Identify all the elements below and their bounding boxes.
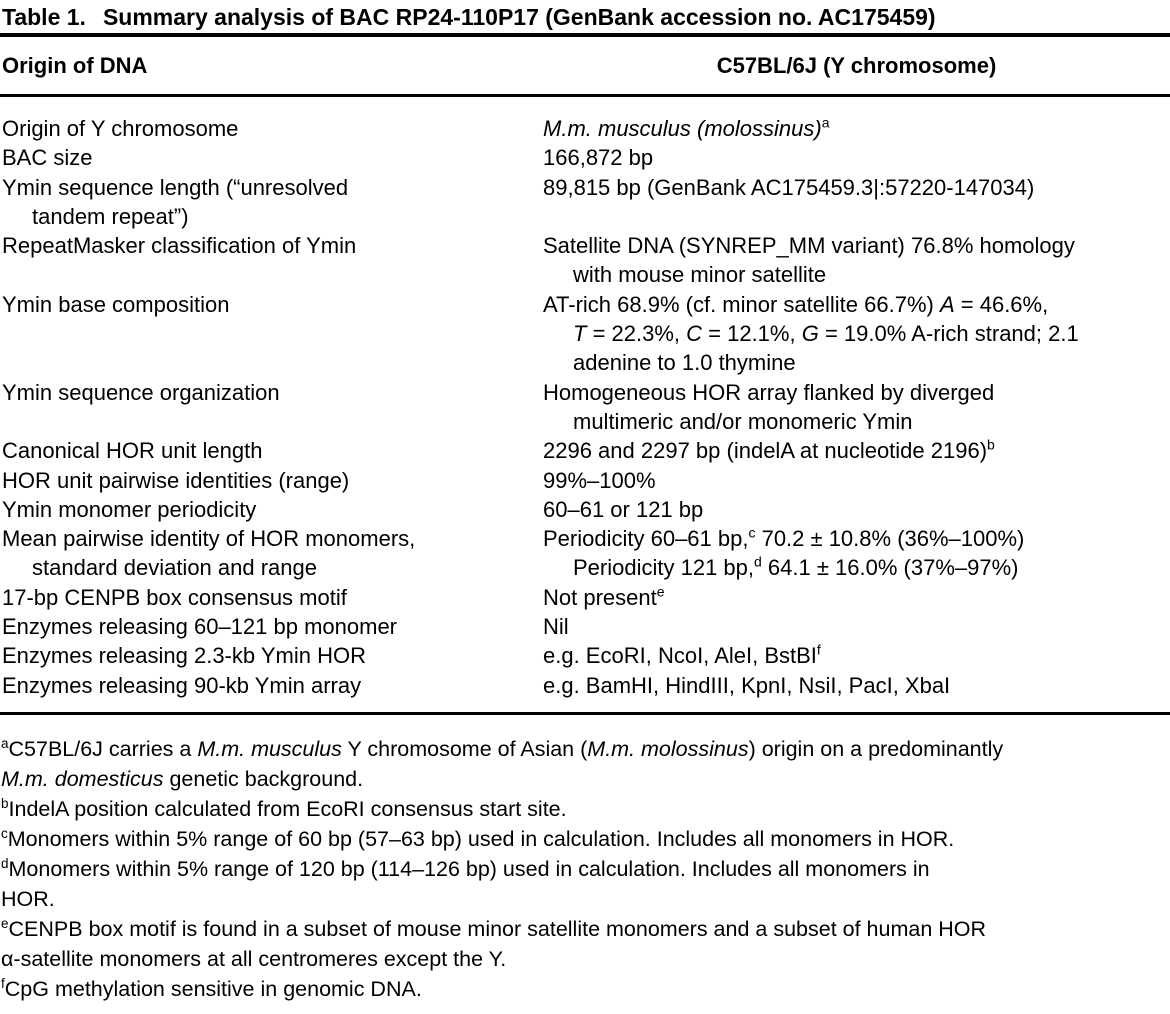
table-row [0,466,1170,495]
footnote: $^f$CpG methylation sensitive in genomic DNA. [1,975,422,1001]
footnote: $^a$C57BL/6J carries a M.m. musculus Y chromosome of Asian (M.m. molossinus) origin on a predominantly M.m. domesticus genetic background. [1,735,1004,791]
row-value: 99%–100% [543,467,656,493]
table-row [0,290,1170,378]
row-label: RepeatMasker classification of Ymin [2,233,357,259]
table-title [0,0,1170,33]
row-value: e.g. BamHI, HindIII, KpnI, NsiI, PacI, XbaI [543,672,951,698]
column-header-origin-of-dna: Origin of DNA [2,52,148,78]
row-label: Ymin sequence organization [2,379,280,405]
footnotes-section [0,715,1170,1004]
table-row [0,671,1170,700]
footnote: $^c$Monomers within 5% range of 60 bp (57–63 bp) used in calculation. Includes all monomers in HOR. [1,825,955,851]
table-number: Table 1. [2,4,86,30]
row-label: Ymin monomer periodicity [2,496,257,522]
footnote-marker: a [1,735,9,751]
table-row [0,641,1170,670]
row-label: HOR unit pairwise identities (range) [2,467,350,493]
row-value: Not present$^e$ [543,583,665,610]
table-row [0,231,1170,290]
row-value: 2296 and 2297 bp (indelA at nucleotide 2196)$^b$ [543,436,995,464]
table-row [0,612,1170,641]
row-value: Satellite DNA (SYNREP_MM variant) 76.8% homology with mouse minor satellite [543,233,1075,288]
row-label: Canonical HOR unit length [2,438,263,464]
row-label: 17-bp CENPB box consensus motif [2,584,347,610]
footnote: $^b$IndelA position calculated from EcoRI consensus start site. [1,795,567,821]
row-label: Ymin base composition [2,291,230,317]
row-label: Mean pairwise identity of HOR monomers, standard deviation and range [2,526,416,581]
row-value: 60–61 or 121 bp [543,496,704,522]
row-value: 89,815 bp (GenBank AC175459.3|:57220-147034) [543,174,1035,200]
row-label: Enzymes releasing 60–121 bp monomer [2,614,398,640]
footnote: $^e$CENPB box motif is found in a subset of mouse minor satellite monomers and a subset of human HOR α-satellite monomers at all centromeres except the Y. [1,915,987,971]
table-header-row [0,37,1170,94]
footnote-marker: c [1,825,8,841]
table-row [0,524,1170,583]
row-label: Enzymes releasing 90-kb Ymin array [2,672,362,698]
table-row [0,495,1170,524]
table-row [0,114,1170,143]
column-header-strain: C57BL/6J (Y chromosome) [716,52,997,78]
row-value: Nil [543,614,569,640]
footnote-marker: f [1,975,5,991]
row-value: 166,872 bp [543,145,654,171]
footnote-marker: e [1,915,9,931]
row-label: Ymin sequence length (“unresolved tandem repeat”) [2,174,349,229]
table-row [0,583,1170,612]
table-body [0,97,1170,712]
footnote: $^d$Monomers within 5% range of 120 bp (114–126 bp) used in calculation. Includes all monomers in HOR. [1,855,930,911]
row-label: Enzymes releasing 2.3-kb Ymin HOR [2,643,366,669]
row-value: AT-rich 68.9% (cf. minor satellite 66.7%) A = 46.6%, T = 22.3%, C = 12.1%, G = 19.0% A-rich strand; 2.1 adenine to 1.0 thymine [543,291,1079,376]
row-value: Homogeneous HOR array flanked by diverged multimeric and/or monomeric Ymin [543,379,995,434]
table-row [0,378,1170,437]
row-label: Origin of Y chromosome [2,116,239,141]
table-row [0,143,1170,172]
footnote-marker: b [1,795,9,811]
row-value: M.m. musculus (molossinus)$^a$ [543,114,830,141]
row-label: BAC size [2,145,93,171]
footnote-marker: d [1,855,9,871]
table-row [0,436,1170,465]
table-caption: Summary analysis of BAC RP24-110P17 (GenBank accession no. AC175459) [102,4,936,30]
table-row [0,173,1170,232]
row-value: e.g. EcoRI, NcoI, AleI, BstBI$^f$ [543,642,821,669]
row-value: Periodicity 60–61 bp,$^c$ 70.2 ± 10.8% (36%–100%) Periodicity 121 bp,$^d$ 64.1 ± 16.0% (37%–97%) [543,524,1025,581]
